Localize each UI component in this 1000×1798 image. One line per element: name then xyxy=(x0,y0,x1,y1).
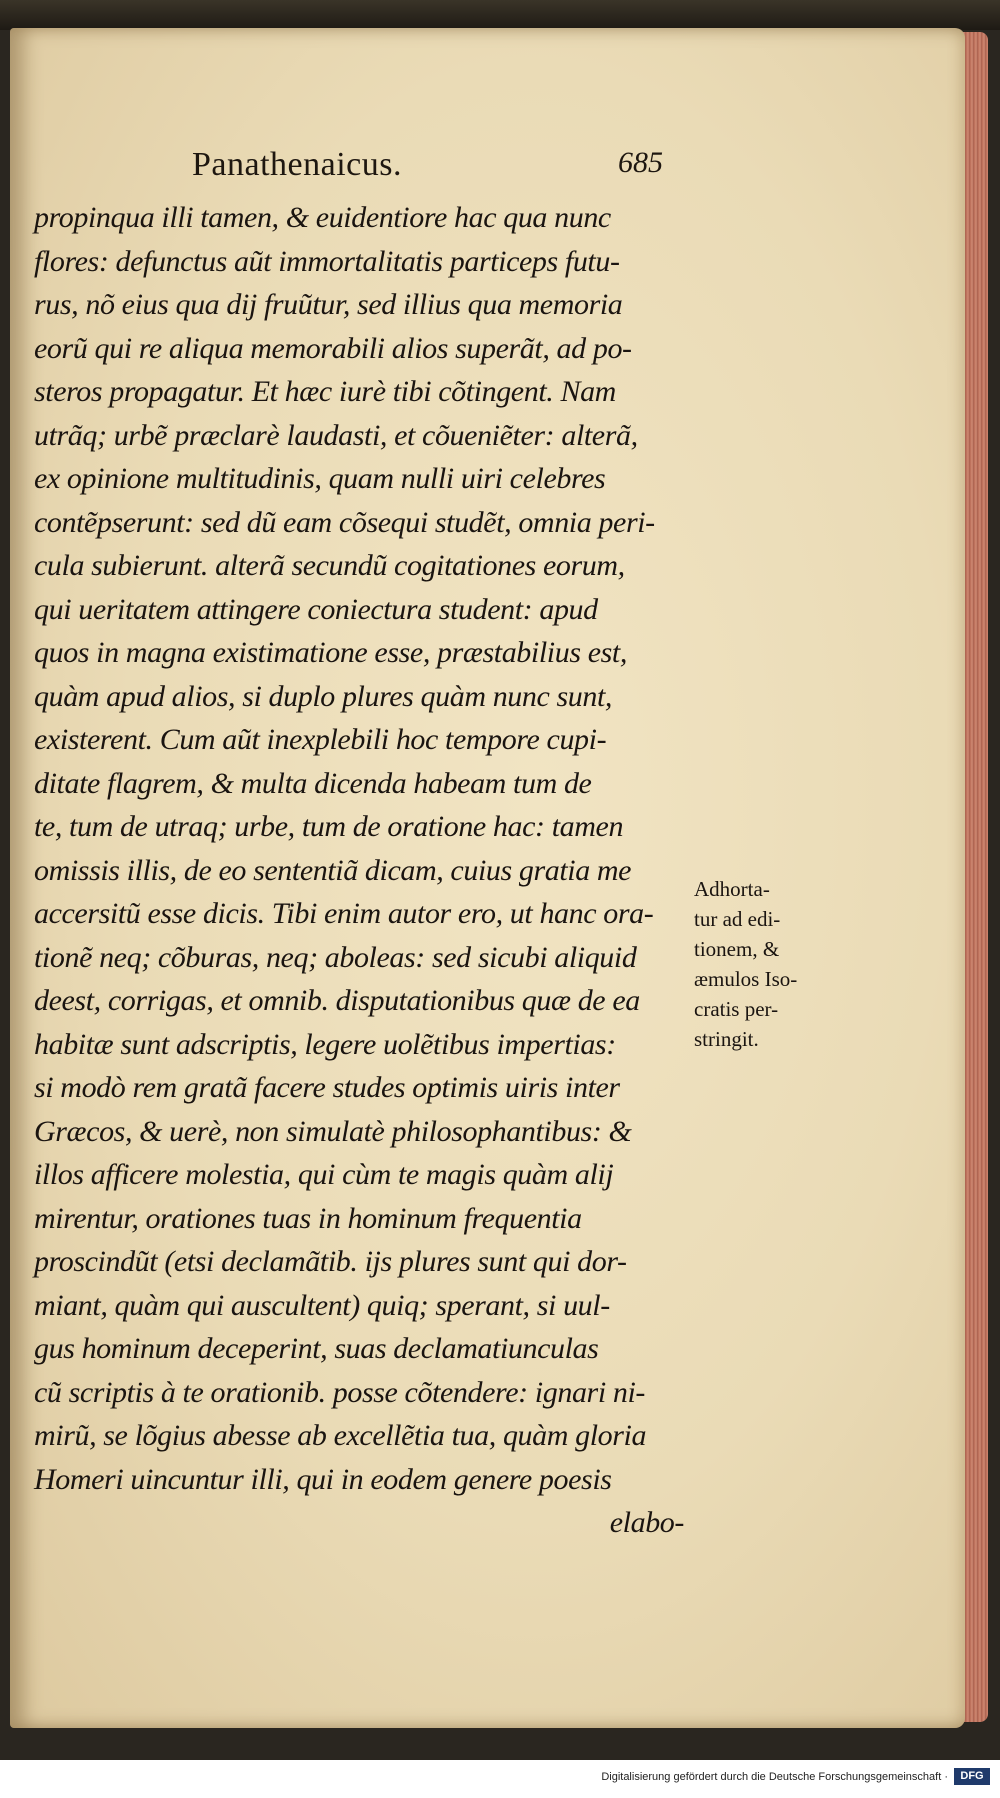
marginal-line: Adhorta- xyxy=(694,877,770,901)
text-line: Græcos, & uerè, non simulatè philosophantibus: & xyxy=(34,1114,632,1148)
text-line: deest, corrigas, et omnib. disputationibus quæ de ea xyxy=(34,984,640,1017)
text-line: qui ueritatem attingere coniectura student: apud xyxy=(34,592,598,626)
marginal-line: æmulos Iso- xyxy=(694,967,798,991)
text-line: propinqua illi tamen, & euidentiore hac qua nunc xyxy=(34,201,611,234)
text-line: mirũ, se lõgius abesse ab excellẽtia tua, quàm gloria xyxy=(34,1419,647,1452)
text-line: omissis illis, de eo sententiã dicam, cuius gratia me xyxy=(34,853,632,887)
dfg-logo: DFG xyxy=(954,1768,990,1785)
folio-number: 685 xyxy=(618,146,663,179)
text-line: utrãq; urbẽ præclarè laudasti, et cõueniẽter: alterã, xyxy=(34,418,638,452)
text-line: quàm apud alios, si duplo plures quàm nunc sunt, xyxy=(34,679,613,713)
text-line: te, tum de utraq; urbe, tum de oratione hac: tamen xyxy=(34,810,624,843)
text-line: ditate flagrem, & multa dicenda habeam tum de xyxy=(34,766,592,800)
text-line: Homeri uincuntur illi, qui in eodem genere poesis xyxy=(34,1462,612,1496)
text-line: gus hominum deceperint, suas declamatiunculas xyxy=(34,1332,599,1365)
text-line: rus, nõ eius qua dij fruũtur, sed illius qua memoria xyxy=(34,288,623,321)
book-top-edge xyxy=(0,0,1000,30)
marginal-line: tur ad edi- xyxy=(694,907,781,931)
book-page xyxy=(10,28,965,1728)
text-line: illos afficere molestia, qui cùm te magis quàm alij xyxy=(34,1158,614,1191)
text-line: accersitũ esse dicis. Tibi enim autor ero, ut hanc ora- xyxy=(34,897,654,930)
text-line: contẽpserunt: sed dũ eam cõsequi studẽt, omnia peri- xyxy=(34,505,655,539)
text-line: quos in magna existimatione esse, præstabilius est, xyxy=(34,636,627,669)
marginal-line: tionem, & xyxy=(694,937,780,961)
text-line: flores: defunctus aũt immortalitatis particeps futu- xyxy=(34,244,620,278)
text-line: ex opinione multitudinis, quam nulli uiri celebres xyxy=(34,462,606,495)
text-line: si modò rem gratã facere studes optimis uiris inter xyxy=(34,1071,620,1104)
catchword: elabo- xyxy=(609,1506,684,1539)
text-line: cula subierunt. alterã secundũ cogitationes eorum, xyxy=(34,549,625,582)
funding-note: Digitalisierung gefördert durch die Deutsche Forschungsgemeinschaft · xyxy=(601,1771,948,1783)
text-line: steros propagatur. Et hæc iurè tibi cõtingent. Nam xyxy=(34,375,616,408)
marginal-line: stringit. xyxy=(694,1027,759,1051)
text-line: mirentur, orationes tuas in hominum frequentia xyxy=(34,1201,582,1235)
text-line: proscindũt (etsi declamãtib. ijs plures sunt qui dor- xyxy=(34,1245,627,1278)
marginal-note xyxy=(694,874,844,1054)
text-line: existerent. Cum aũt inexplebili hoc tempore cupi- xyxy=(34,723,607,756)
marginal-line: cratis per- xyxy=(694,997,779,1021)
running-title: Panathenaicus. xyxy=(192,146,402,183)
page-header xyxy=(10,146,965,186)
text-line: cũ scriptis à te orationib. posse cõtendere: ignari ni- xyxy=(34,1375,645,1409)
text-line: tionẽ neq; cõburas, neq; aboleas: sed sicubi aliquid xyxy=(34,940,637,974)
text-line: miant, quàm qui auscultent) quiq; sperant, si uul- xyxy=(34,1288,610,1322)
main-text-block xyxy=(34,196,694,1545)
text-line: eorũ qui re aliqua memorabili alios superãt, ad po- xyxy=(34,331,632,365)
text-line: habitæ sunt adscriptis, legere uolẽtibus impertias: xyxy=(34,1027,616,1061)
